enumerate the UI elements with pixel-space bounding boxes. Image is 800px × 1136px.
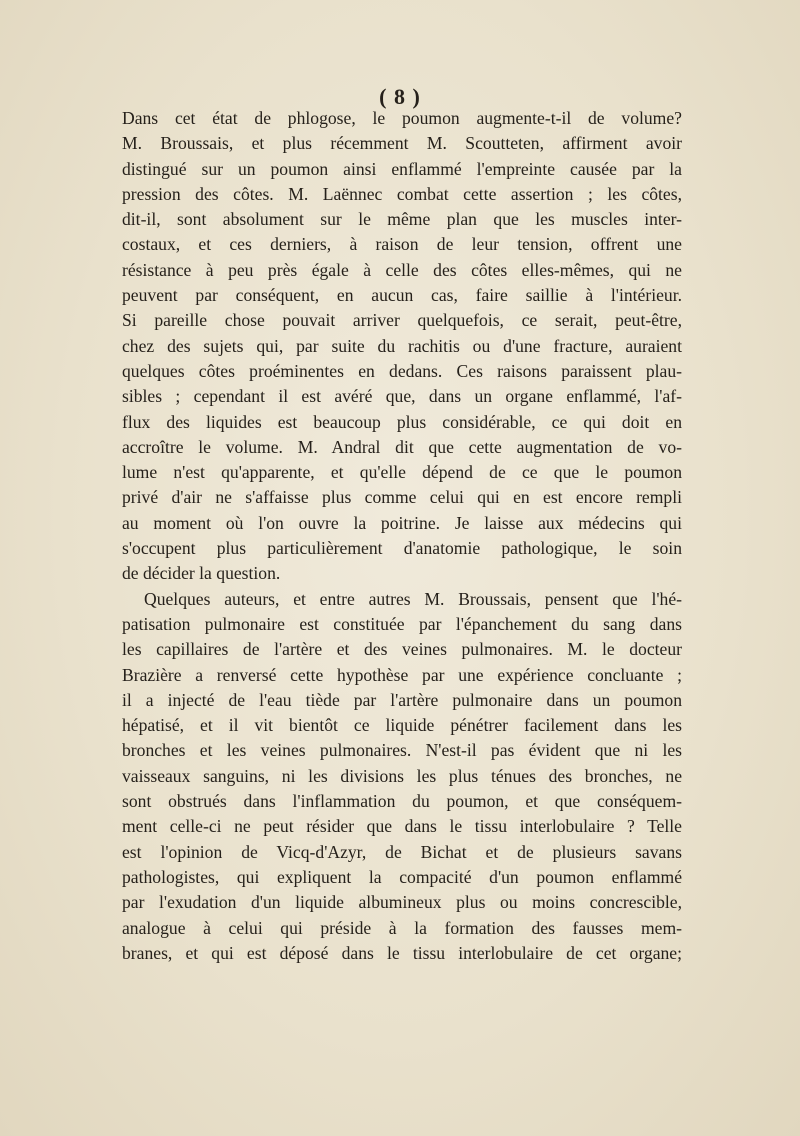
text-line: analogue à celui qui préside à la formation des fausses mem- — [122, 917, 682, 938]
text-line: costaux, et ces derniers, à raison de leur tension, offrent une — [122, 234, 682, 255]
text-line: les capillaires de l'artère et des veines pulmonaires. M. le docteur — [122, 639, 682, 660]
text-line: vaisseaux sanguins, ni les divisions les plus ténues des bronches, ne — [122, 765, 682, 786]
body-text — [122, 106, 682, 966]
text-line: dit-il, sont absolument sur le même plan que les muscles inter- — [122, 209, 682, 230]
text-line: privé d'air ne s'affaisse plus comme celui qui en est encore rempli — [122, 487, 682, 508]
text-line: Brazière a renversé cette hypothèse par une expérience concluante ; — [122, 664, 682, 685]
text-line: distingué sur un poumon ainsi enflammé l'empreinte causée par la — [122, 158, 682, 179]
text-line: bronches et les veines pulmonaires. N'est-il pas évident que ni les — [122, 740, 682, 761]
text-line: lume n'est qu'apparente, et qu'elle dépend de ce que le poumon — [122, 462, 682, 483]
text-line: ment celle-ci ne peut résider que dans le tissu interlobulaire ? Telle — [122, 816, 682, 837]
text-line: Dans cet état de phlogose, le poumon augmente-t-il de volume? — [122, 108, 682, 128]
text-line: M. Broussais, et plus récemment M. Scoutteten, affirment avoir — [122, 133, 682, 154]
text-line: accroître le volume. M. Andral dit que cette augmentation de vo- — [122, 436, 682, 457]
text-line: au moment où l'on ouvre la poitrine. Je laisse aux médecins qui — [122, 512, 682, 533]
text-line: sibles ; cependant il est avéré que, dans un organe enflammé, l'af- — [122, 386, 682, 407]
text-line: chez des sujets qui, par suite du rachitis ou d'une fracture, auraient — [122, 335, 682, 356]
text-line: quelques côtes proéminentes en dedans. Ces raisons paraissent plau- — [122, 360, 682, 381]
text-line: pathologistes, qui expliquent la compacité d'un poumon enflammé — [122, 866, 682, 887]
text-line: flux des liquides est beaucoup plus considérable, ce qui doit en — [122, 411, 682, 432]
text-line: est l'opinion de Vicq-d'Azyr, de Bichat et de plusieurs savans — [122, 841, 682, 862]
page-number: ( 8 ) — [379, 84, 421, 109]
text-line: s'occupent plus particulièrement d'anatomie pathologique, le soin — [122, 538, 682, 559]
text-line: hépatisé, et il vit bientôt ce liquide pénétrer facilement dans les — [122, 715, 682, 736]
text-line: il a injecté de l'eau tiède par l'artère pulmonaire dans un poumon — [122, 689, 682, 710]
text-line: sont obstrués dans l'inflammation du poumon, et que conséquem- — [122, 791, 682, 812]
text-line: Si pareille chose pouvait arriver quelquefois, ce serait, peut-être, — [122, 310, 682, 331]
text-line: patisation pulmonaire est constituée par l'épanchement du sang dans — [122, 613, 682, 634]
text-line: par l'exudation d'un liquide albumineux plus ou moins concrescible, — [122, 892, 682, 913]
text-line: peuvent par conséquent, en aucun cas, faire saillie à l'intérieur. — [122, 285, 682, 306]
text-line: résistance à peu près égale à celle des côtes elles-mêmes, qui ne — [122, 259, 682, 280]
text-line: de décider la question. — [122, 563, 281, 584]
text-line: pression des côtes. M. Laënnec combat cette assertion ; les côtes, — [122, 183, 682, 204]
text-line: branes, et qui est déposé dans le tissu interlobulaire de cet organe; — [122, 942, 682, 963]
text-line: Quelques auteurs, et entre autres M. Broussais, pensent que l'hé- — [144, 588, 682, 609]
